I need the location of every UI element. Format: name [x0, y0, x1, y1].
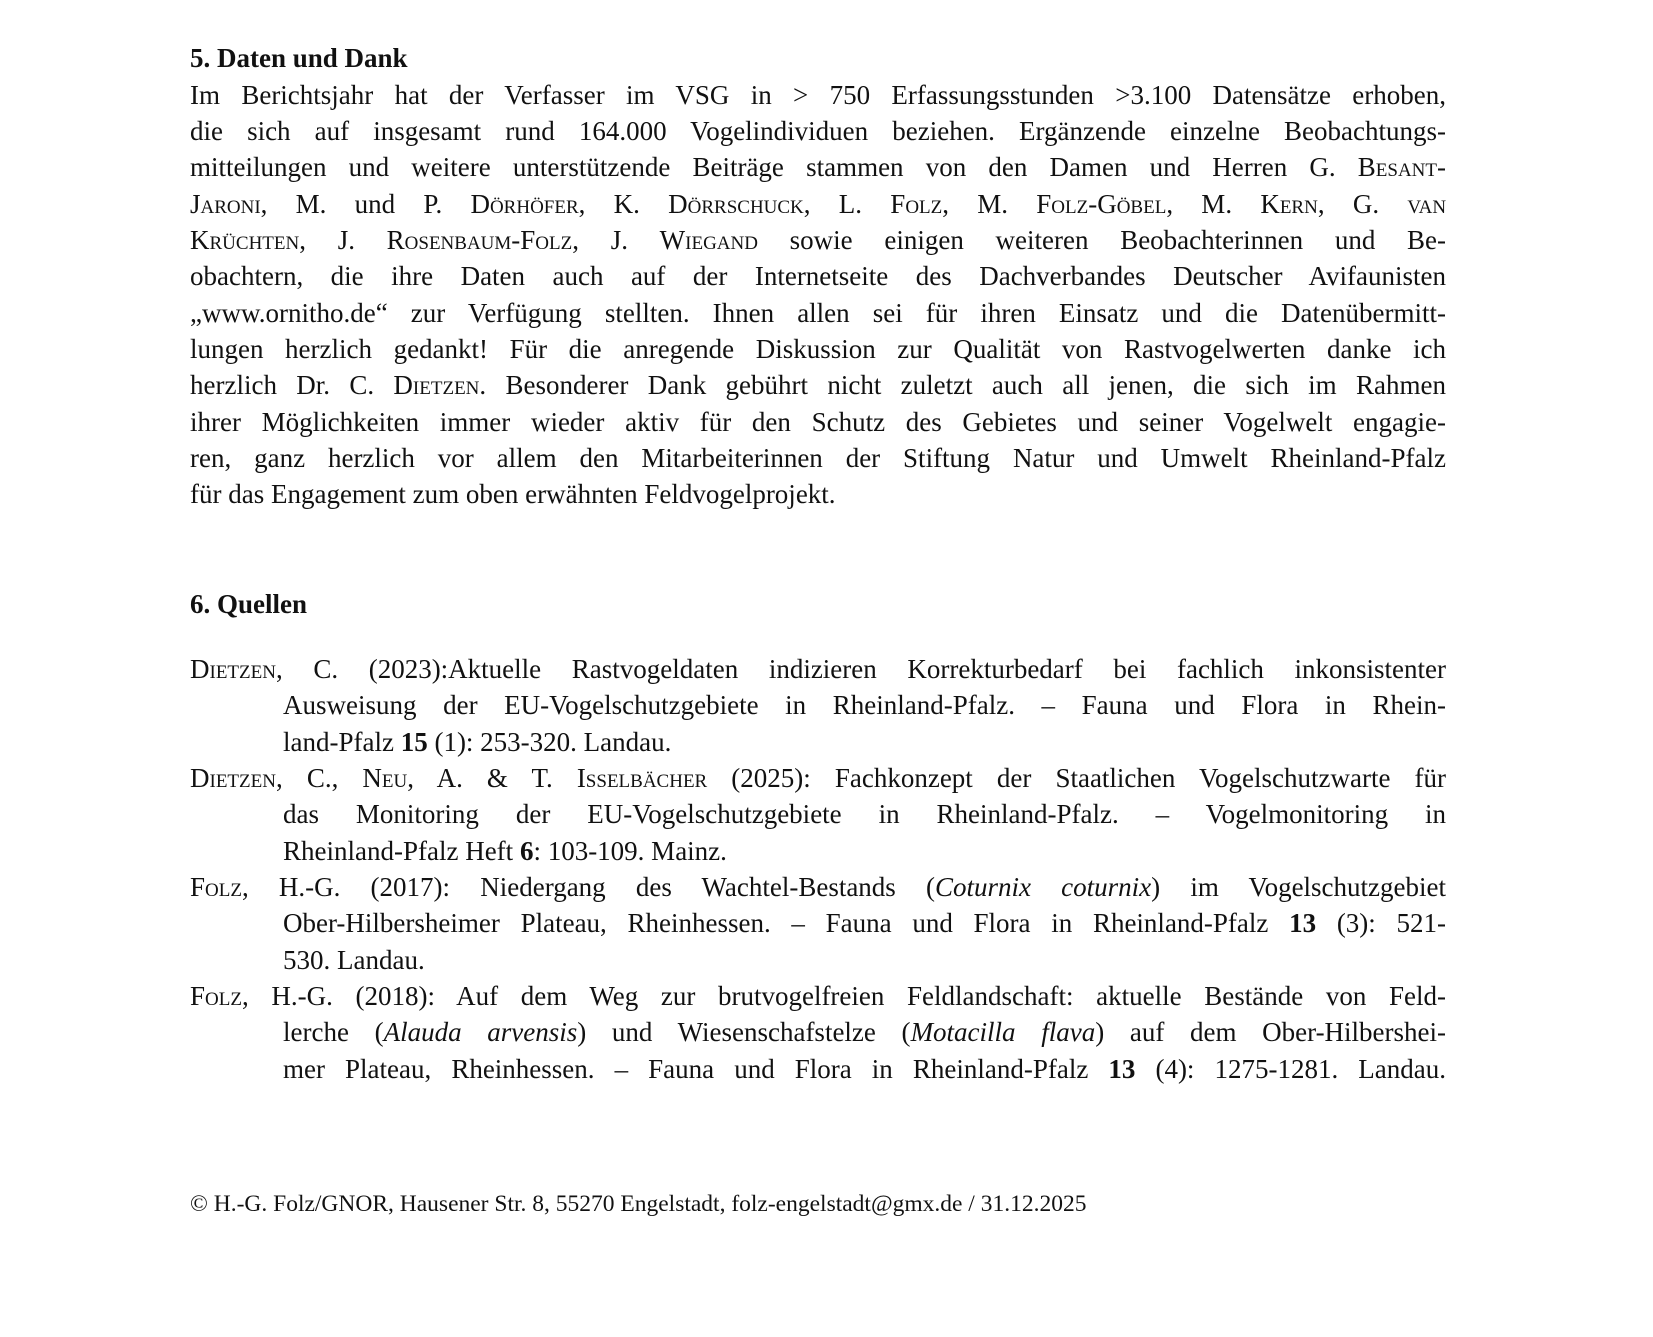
- volume-number: 13: [1108, 1054, 1136, 1084]
- paragraph-line: [190, 407, 1446, 437]
- paragraph-line: [190, 443, 1446, 473]
- text-run: , M.: [942, 189, 1037, 219]
- text-run: , L.: [803, 189, 891, 219]
- reference-line: [283, 836, 1446, 866]
- person-name: Dörrschuck: [668, 189, 804, 219]
- author-name: Folz: [190, 872, 242, 902]
- reference-line: [283, 727, 1446, 757]
- text-run: . Besonderer Dank gebührt nicht zuletzt auch all jenen, die sich im Rahmen: [479, 370, 1446, 400]
- person-name: van: [1407, 189, 1447, 219]
- text-run: (2025): Fachkonzept der Staatlichen Vogelschutzwarte für: [707, 763, 1446, 793]
- reference-line: [190, 981, 1446, 1011]
- paragraph-line: [190, 370, 1446, 400]
- text-run: (4): 1275-1281. Landau.: [1135, 1054, 1447, 1084]
- text-run: 530. Landau.: [283, 945, 425, 975]
- text-run: , H.-G. (2017): Niedergang des Wachtel-Bestands (: [241, 872, 935, 902]
- species-name: Motacilla flava: [910, 1017, 1096, 1047]
- person-name: Rosenbaum-Folz: [386, 225, 573, 255]
- text-run: , J.: [572, 225, 660, 255]
- author-name: Folz: [190, 981, 242, 1011]
- reference-line: [283, 1017, 1446, 1047]
- author-name: Dietzen: [190, 763, 276, 793]
- person-name: Dörhöfer: [470, 189, 579, 219]
- text-run: , C. (2023):Aktuelle Rastvogeldaten indizieren Korrekturbedarf bei fachlich inkonsistenter: [275, 654, 1446, 684]
- text-run: , G.: [1317, 189, 1408, 219]
- text-run: mer Plateau, Rheinhessen. – Fauna und Flora in Rheinland-Pfalz: [283, 1054, 1109, 1084]
- text-run: ihrer Möglichkeiten immer wieder aktiv für den Schutz des Gebietes und seiner Vogelwelt engagie-: [190, 407, 1446, 437]
- text-run: die sich auf insgesamt rund 164.000 Vogelindividuen beziehen. Ergänzende einzelne Beobachtungs-: [190, 116, 1446, 146]
- person-name: Wiegand: [659, 225, 758, 255]
- text-run: „www.ornitho.de“ zur Verfügung stellten. Ihnen allen sei für ihren Einsatz und die Datenübermitt-: [190, 298, 1446, 328]
- reference-line: [283, 690, 1446, 720]
- species-name: Alauda arvensis: [383, 1017, 578, 1047]
- text-run: mitteilungen und weitere unterstützende Beiträge stammen von den Damen und Herren G.: [190, 152, 1358, 182]
- footer-copyright: © H.-G. Folz/GNOR, Hausener Str. 8, 55270 Engelstadt, folz-engelstadt@gmx.de / 31.12.2025: [190, 1191, 1087, 1217]
- text-run: land-Pfalz: [283, 727, 401, 757]
- paragraph-line: [190, 298, 1446, 328]
- text-run: herzlich Dr. C.: [190, 370, 394, 400]
- text-run: lungen herzlich gedankt! Für die anregende Diskussion zur Qualität von Rastvogelwerten danke ich: [190, 334, 1446, 364]
- text-run: (3): 521-: [1316, 908, 1446, 938]
- text-run: , M.: [1166, 189, 1261, 219]
- text-run: , H.-G. (2018): Auf dem Weg zur brutvogelfreien Feldlandschaft: aktuelle Bestände von Feld-: [241, 981, 1446, 1011]
- section-heading-daten-und-dank: 5. Daten und Dank: [190, 43, 408, 73]
- text-run: obachtern, die ihre Daten auch auf der Internetseite des Dachverbandes Deutscher Avifaunisten: [190, 261, 1446, 291]
- reference-line: [283, 799, 1446, 829]
- text-run: sowie einigen weiteren Beobachterinnen und Be-: [757, 225, 1446, 255]
- text-run: Rheinland-Pfalz Heft: [283, 836, 520, 866]
- person-name: Folz: [890, 189, 943, 219]
- text-run: , K.: [578, 189, 669, 219]
- reference-line: [283, 1054, 1446, 1084]
- person-name: Folz-Göbel: [1036, 189, 1167, 219]
- paragraph-line: [190, 152, 1446, 182]
- text-run: , A. & T.: [407, 763, 577, 793]
- text-run: (1): 253-320. Landau.: [427, 727, 672, 757]
- species-name: Coturnix coturnix: [935, 872, 1152, 902]
- person-name: Dietzen: [393, 370, 480, 400]
- text-run: lerche (: [283, 1017, 384, 1047]
- paragraph-line: [190, 261, 1446, 291]
- paragraph-line: [190, 479, 1446, 509]
- person-name: Krüchten: [190, 225, 300, 255]
- issue-number: 6: [519, 836, 534, 866]
- reference-line: [190, 654, 1446, 684]
- text-run: ) auf dem Ober-Hilbershei-: [1095, 1017, 1447, 1047]
- text-run: Ausweisung der EU-Vogelschutzgebiete in Rheinland-Pfalz. – Fauna und Flora in Rhein-: [283, 690, 1446, 720]
- person-name: Kern: [1260, 189, 1318, 219]
- section-heading-quellen: 6. Quellen: [190, 589, 308, 619]
- volume-number: 15: [400, 727, 428, 757]
- text-run: das Monitoring der EU-Vogelschutzgebiete in Rheinland-Pfalz. – Vogelmonitoring in: [283, 799, 1446, 829]
- text-run: , J.: [299, 225, 387, 255]
- text-run: : 103-109. Mainz.: [533, 836, 727, 866]
- person-name: Jaroni: [190, 189, 261, 219]
- person-name: Besant-: [1357, 152, 1446, 182]
- text-run: ren, ganz herzlich vor allem den Mitarbeiterinnen der Stiftung Natur und Umwelt Rheinland-Pfalz: [190, 443, 1446, 473]
- author-name: Neu: [362, 763, 408, 793]
- reference-line: [190, 763, 1446, 793]
- volume-number: 13: [1289, 908, 1317, 938]
- text-run: für das Engagement zum oben erwähnten Feldvogelprojekt.: [190, 479, 836, 509]
- author-name: Dietzen: [190, 654, 276, 684]
- text-run: , M. und P.: [260, 189, 471, 219]
- paragraph-line: [190, 116, 1446, 146]
- paragraph-line: [190, 334, 1446, 364]
- reference-line: [283, 908, 1446, 938]
- text-run: Im Berichtsjahr hat der Verfasser im VSG in > 750 Erfassungsstunden >3.100 Datensätze erhoben,: [190, 80, 1446, 110]
- text-run: ) im Vogelschutzgebiet: [1151, 872, 1446, 902]
- text-run: , C.,: [275, 763, 363, 793]
- reference-line: [190, 872, 1446, 902]
- paragraph-line: [190, 80, 1446, 110]
- text-run: ) und Wiesenschafstelze (: [577, 1017, 911, 1047]
- paragraph-line: [190, 225, 1446, 255]
- paragraph-line: [190, 189, 1446, 219]
- reference-line: [283, 945, 1446, 975]
- author-name: Isselbächer: [576, 763, 708, 793]
- text-run: Ober-Hilbersheimer Plateau, Rheinhessen. – Fauna und Flora in Rheinland-Pfalz: [283, 908, 1290, 938]
